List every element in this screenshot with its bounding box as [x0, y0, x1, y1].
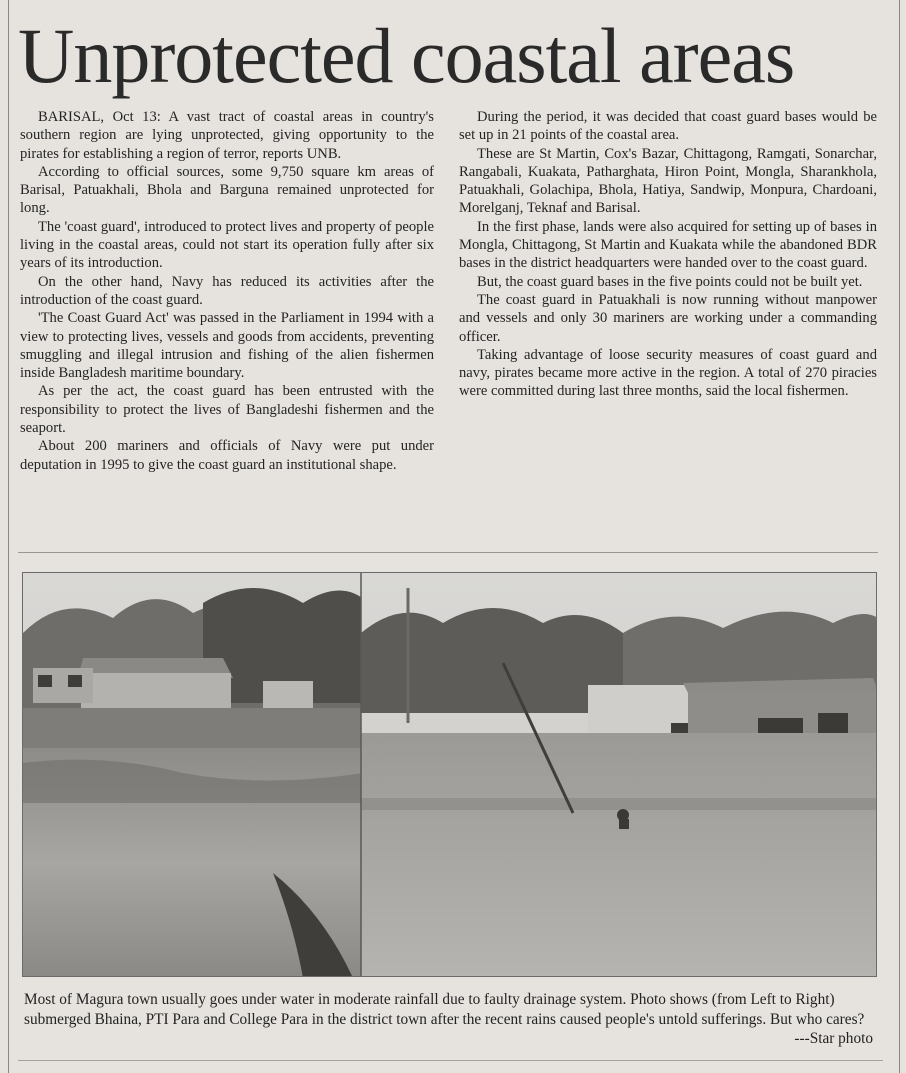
article-column-right: [459, 108, 877, 401]
paragraph: During the period, it was decided that coast guard bases would be set up in 21 points of the coastal area.: [459, 109, 877, 144]
paragraph: According to official sources, some 9,750 square km areas of Barisal, Patuakhali, Bhola and Barguna remained unprotected for long.: [20, 163, 434, 217]
headline: Unprotected coastal areas: [18, 12, 795, 99]
paragraph: The 'coast guard', introduced to protect lives and property of people living in the coastal areas, could not start its operation fully after six years of its introduction.: [20, 218, 434, 272]
paragraph: About 200 mariners and officials of Navy were put under deputation in 1995 to give the coast guard an institutional shape.: [20, 438, 434, 473]
section-divider: [18, 552, 878, 553]
flood-photo-illustration: [23, 573, 877, 977]
paragraph: BARISAL, Oct 13: A vast tract of coastal areas in country's southern region are lying unprotected, giving opportunity to the pirates for establishing a region of terror, reports UNB.: [20, 109, 434, 162]
paragraph: These are St Martin, Cox's Bazar, Chittagong, Ramgati, Sonarchar, Rangabali, Kuakata, Patharghata, Hiron Point, Mongla, Sharankhola, Patuakhali, Golachipa, Bhola, Hatiya, Sandwip, Monpura, Chardoani, Morelganj, Teknaf and Barisal.: [459, 145, 877, 217]
paragraph: Taking advantage of loose security measures of coast guard and navy, pirates became more active in the region. A total of 270 piracies were committed during last three months, said the local fishermen.: [459, 346, 877, 400]
photo-caption: [24, 990, 879, 1049]
bottom-divider: [18, 1060, 883, 1061]
paragraph: In the first phase, lands were also acquired for setting up of bases in Mongla, Chittagong, St Martin and Kuakata while the abandoned BDR bases in the district headquarters were handed over to the coast guard.: [459, 218, 877, 272]
paragraph: The coast guard in Patuakhali is now running without manpower and vessels and only 30 mariners are working under a commanding officer.: [459, 291, 877, 345]
flood-photo: [22, 572, 877, 977]
photo-credit: ---Star photo: [794, 1030, 873, 1048]
paragraph: On the other hand, Navy has reduced its activities after the introduction of the coast guard.: [20, 273, 434, 308]
paragraph: 'The Coast Guard Act' was passed in the Parliament in 1994 with a view to protecting lives, vessels and goods from accidents, preventing smuggling and illegal intrusion and fishing of the alien fishermen inside Bangladesh maritime boundary.: [20, 310, 434, 382]
paragraph: As per the act, the coast guard has been entrusted with the responsibility to protect the lives of Bangladeshi fishermen and the seaport.: [20, 383, 434, 437]
article-column-left: [20, 108, 434, 474]
caption-text: Most of Magura town usually goes under water in moderate rainfall due to faulty drainage system. Photo shows (from Left to Right) submerged Bhaina, PTI Para and College Para in the district town after the recent rains caused people's untold sufferings. But who cares?: [24, 991, 865, 1028]
paragraph: But, the coast guard bases in the five points could not be built yet.: [477, 273, 863, 290]
